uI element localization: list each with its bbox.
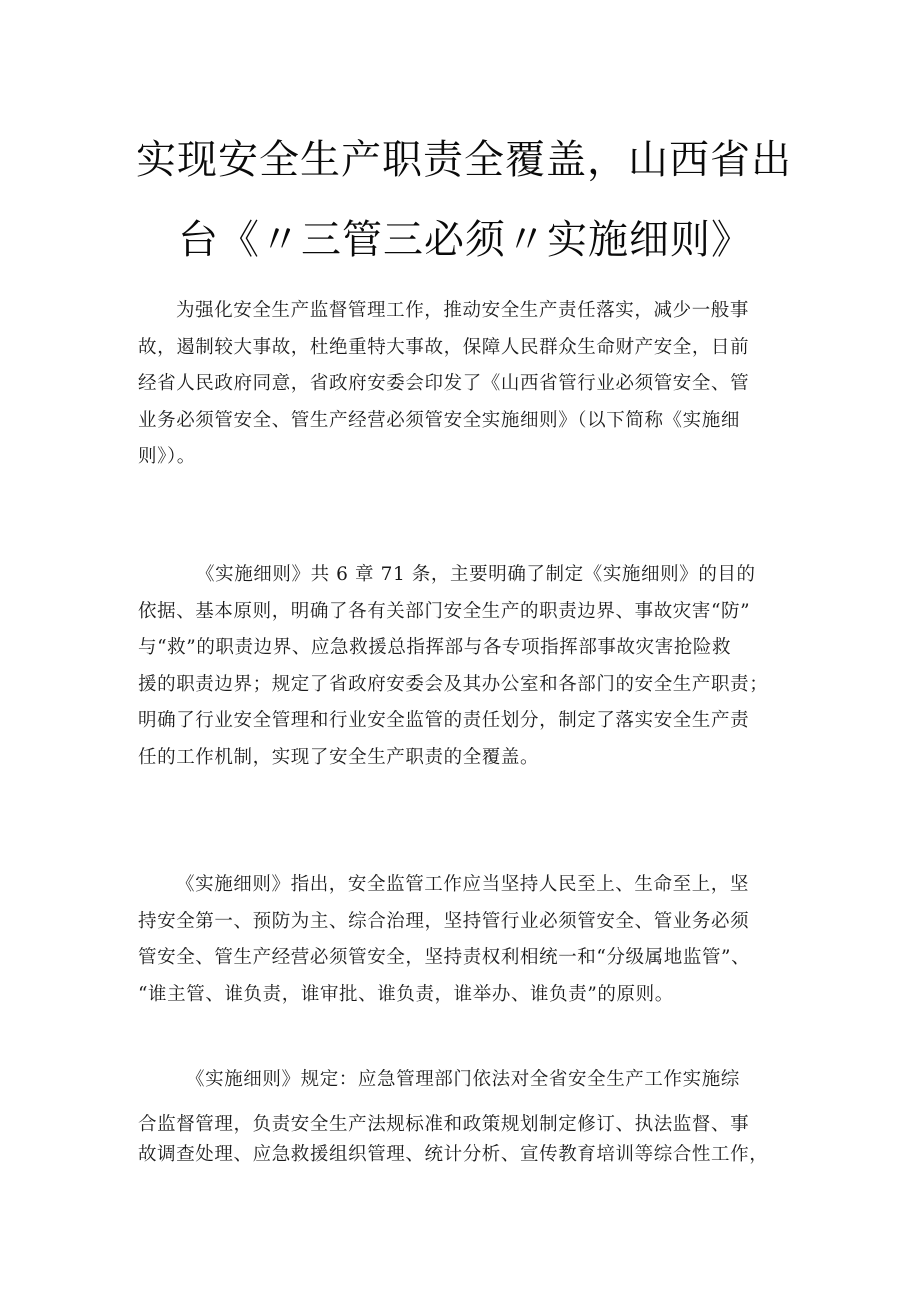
document-title-line-1: 实现安全生产职责全覆盖，山西省出: [136, 137, 792, 183]
paragraph-2: [138, 557, 788, 776]
document-title-line-2: 台《〃三管三必须〃实施细则》: [178, 217, 752, 263]
paragraph-4: [138, 1062, 788, 1099]
paragraph-line: 故调查处理、应急救援组织管理、统计分析、宣传教育培训等综合性工作，: [138, 1144, 769, 1165]
paragraph-line: 《实施细则》规定：应急管理部门依法对全省安全生产工作实施综: [186, 1069, 740, 1090]
paragraph-line: 依据、基本原则，明确了各有关部门安全生产的职责边界、事故灾害“防”: [138, 600, 751, 622]
paragraph-line: 经省人民政府同意，省政府安委会印发了《山西省管行业必须管安全、管: [138, 373, 750, 394]
paragraph-line: 业务必须管安全、管生产经营必须管安全实施细则》（以下简称《实施细: [138, 409, 740, 431]
paragraph-line: 任的工作机制，实现了安全生产职责的全覆盖。: [138, 746, 540, 768]
paragraph-3: [138, 867, 788, 1013]
paragraph-line: 援的职责边界；规定了省政府安委会及其办公室和各部门的安全生产职责；: [138, 673, 769, 695]
paragraph-line: 《实施细则》指出，安全监管工作应当坚持人民至上、生命至上，坚: [176, 874, 750, 895]
paragraph-1: [138, 293, 788, 476]
paragraph-line: “谁主管、谁负责，谁审批、谁负责，谁举办、谁负责”的原则。: [138, 983, 674, 1005]
paragraph-line: 为强化安全生产监督管理工作，推动安全生产责任落实，减少一般事: [176, 300, 750, 321]
paragraph-line: 持安全第一、预防为主、综合治理，坚持管行业必须管安全、管业务必须: [138, 910, 750, 932]
paragraph-line: 则》）。: [138, 446, 196, 467]
paragraph-line: 合监督管理，负责安全生产法规标准和政策规划制定修订、执法监督、事: [138, 1114, 750, 1135]
paragraph-line: 明确了行业安全管理和行业安全监管的责任划分，制定了落实安全生产责: [138, 710, 750, 731]
paragraph-line: 《实施细则》共 6 章 71 条，主要明确了制定《实施细则》的目的: [196, 564, 756, 585]
paragraph-5: [138, 1110, 788, 1170]
paragraph-line: 与“救”的职责边界、应急救援总指挥部与各专项指挥部事故灾害抢险救: [138, 637, 732, 658]
paragraph-line: 故，遏制较大事故，杜绝重特大事故，保障人民群众生命财产安全，日前: [138, 336, 750, 358]
paragraph-line: 管安全、管生产经营必须管安全，坚持责权利相统一和“分级属地监管”、: [138, 947, 751, 968]
